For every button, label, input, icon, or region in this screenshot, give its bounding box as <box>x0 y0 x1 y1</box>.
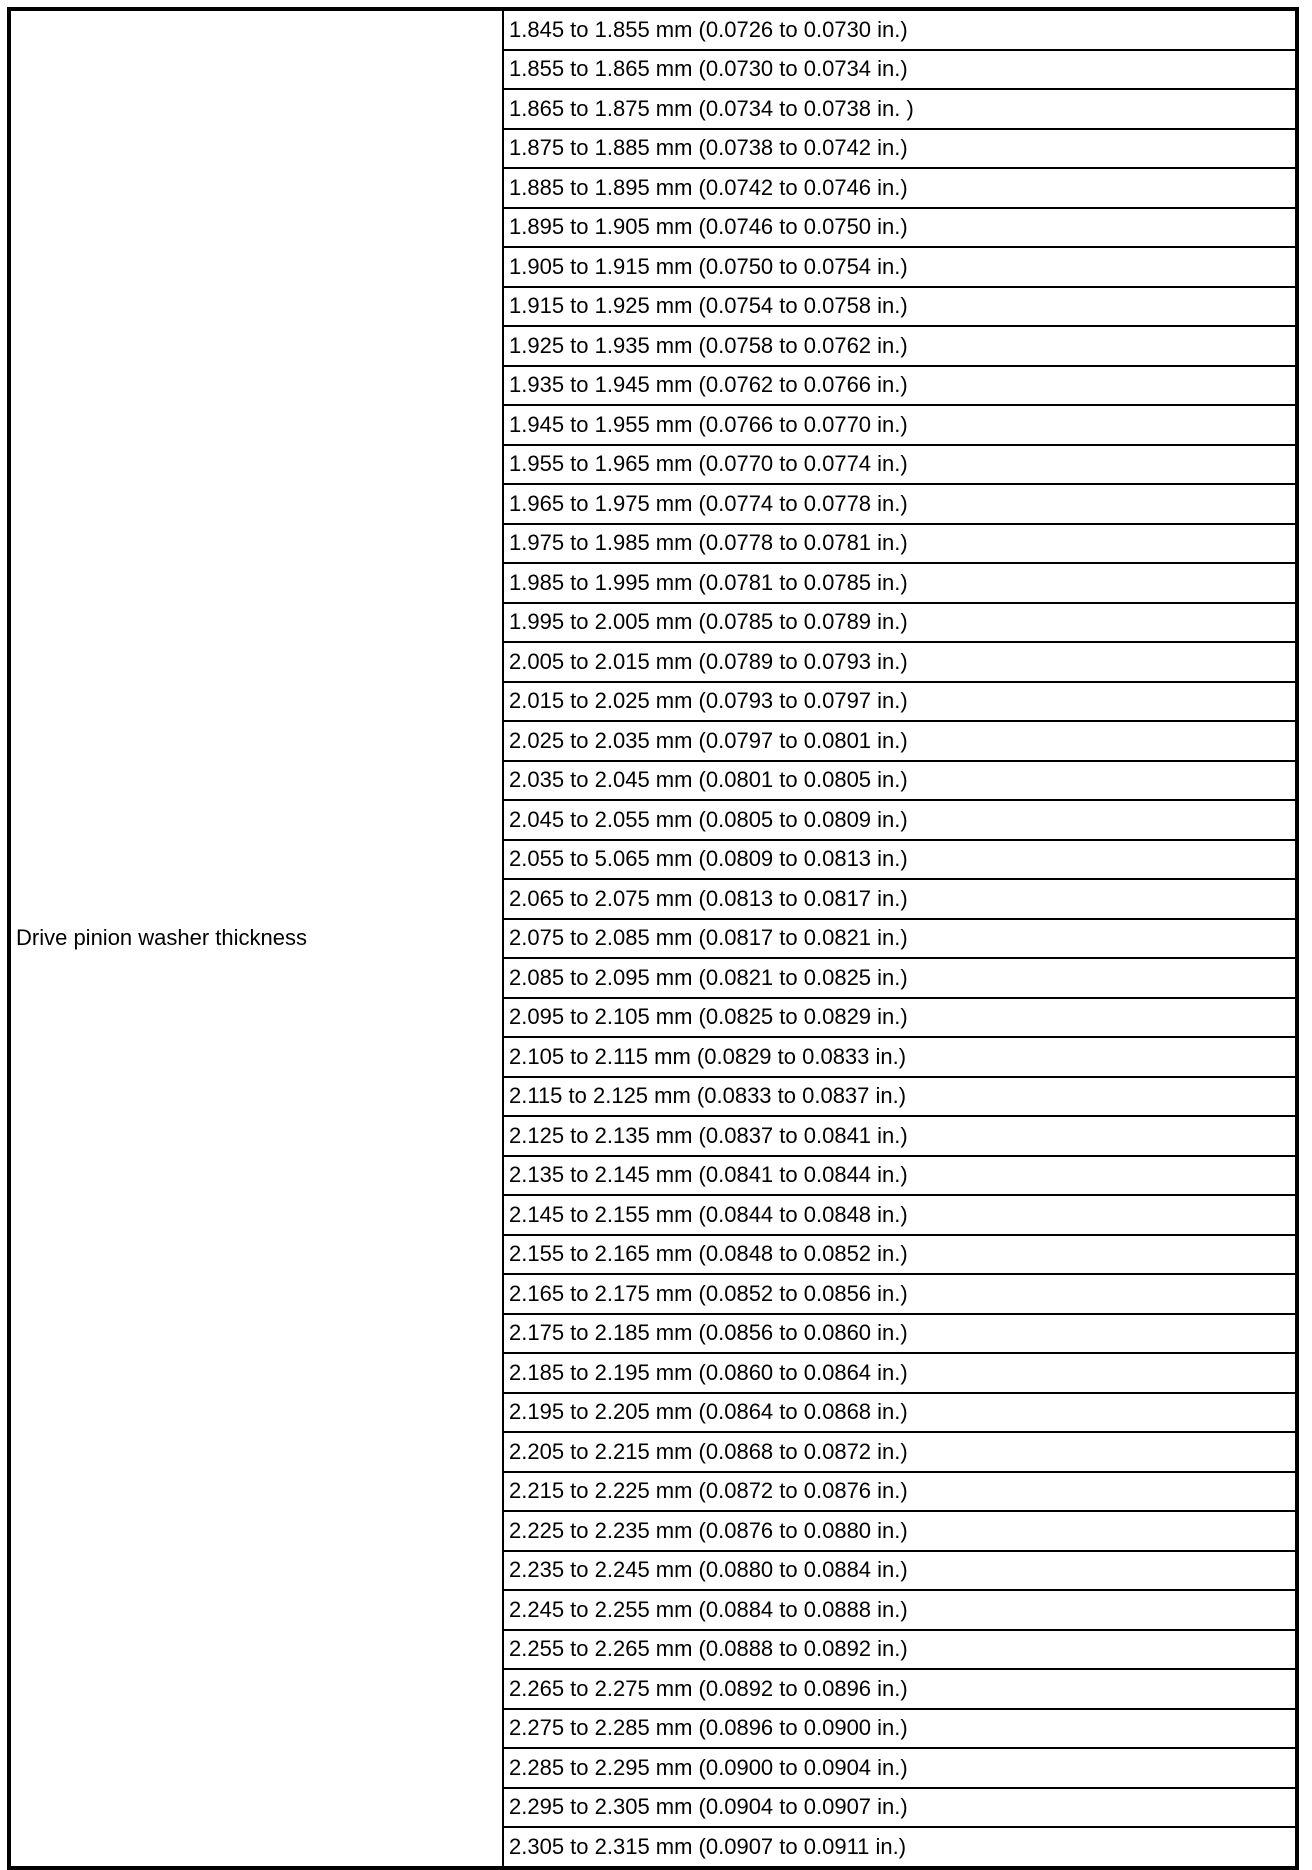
thickness-value: 2.015 to 2.025 mm (0.0793 to 0.0797 in.) <box>503 682 1297 722</box>
thickness-value: 1.885 to 1.895 mm (0.0742 to 0.0746 in.) <box>503 168 1297 208</box>
thickness-value: 1.975 to 1.985 mm (0.0778 to 0.0781 in.) <box>503 524 1297 564</box>
thickness-value: 2.285 to 2.295 mm (0.0900 to 0.0904 in.) <box>503 1748 1297 1788</box>
washer-thickness-table <box>7 7 1299 1870</box>
thickness-value: 2.055 to 5.065 mm (0.0809 to 0.0813 in.) <box>503 840 1297 880</box>
thickness-value: 2.095 to 2.105 mm (0.0825 to 0.0829 in.) <box>503 998 1297 1038</box>
thickness-value: 1.985 to 1.995 mm (0.0781 to 0.0785 in.) <box>503 563 1297 603</box>
thickness-value: 2.075 to 2.085 mm (0.0817 to 0.0821 in.) <box>503 919 1297 959</box>
thickness-value: 1.845 to 1.855 mm (0.0726 to 0.0730 in.) <box>503 9 1297 50</box>
thickness-value: 2.195 to 2.205 mm (0.0864 to 0.0868 in.) <box>503 1393 1297 1433</box>
thickness-value: 1.945 to 1.955 mm (0.0766 to 0.0770 in.) <box>503 405 1297 445</box>
thickness-value: 1.905 to 1.915 mm (0.0750 to 0.0754 in.) <box>503 247 1297 287</box>
thickness-value: 2.125 to 2.135 mm (0.0837 to 0.0841 in.) <box>503 1116 1297 1156</box>
thickness-value: 1.995 to 2.005 mm (0.0785 to 0.0789 in.) <box>503 603 1297 643</box>
thickness-value: 1.865 to 1.875 mm (0.0734 to 0.0738 in. ) <box>503 89 1297 129</box>
thickness-value: 2.085 to 2.095 mm (0.0821 to 0.0825 in.) <box>503 958 1297 998</box>
thickness-value: 2.265 to 2.275 mm (0.0892 to 0.0896 in.) <box>503 1669 1297 1709</box>
thickness-value: 2.165 to 2.175 mm (0.0852 to 0.0856 in.) <box>503 1274 1297 1314</box>
thickness-value: 2.305 to 2.315 mm (0.0907 to 0.0911 in.) <box>503 1827 1297 1868</box>
thickness-value: 2.255 to 2.265 mm (0.0888 to 0.0892 in.) <box>503 1630 1297 1670</box>
thickness-value: 2.275 to 2.285 mm (0.0896 to 0.0900 in.) <box>503 1709 1297 1749</box>
thickness-value: 2.005 to 2.015 mm (0.0789 to 0.0793 in.) <box>503 642 1297 682</box>
thickness-value: 1.915 to 1.925 mm (0.0754 to 0.0758 in.) <box>503 287 1297 327</box>
table-row <box>9 9 1297 50</box>
thickness-value: 2.215 to 2.225 mm (0.0872 to 0.0876 in.) <box>503 1472 1297 1512</box>
thickness-value: 2.065 to 2.075 mm (0.0813 to 0.0817 in.) <box>503 879 1297 919</box>
thickness-value: 2.155 to 2.165 mm (0.0848 to 0.0852 in.) <box>503 1235 1297 1275</box>
thickness-value: 2.035 to 2.045 mm (0.0801 to 0.0805 in.) <box>503 761 1297 801</box>
thickness-value: 2.245 to 2.255 mm (0.0884 to 0.0888 in.) <box>503 1590 1297 1630</box>
thickness-value: 2.105 to 2.115 mm (0.0829 to 0.0833 in.) <box>503 1037 1297 1077</box>
thickness-value: 2.225 to 2.235 mm (0.0876 to 0.0880 in.) <box>503 1511 1297 1551</box>
thickness-value: 2.185 to 2.195 mm (0.0860 to 0.0864 in.) <box>503 1353 1297 1393</box>
thickness-value: 1.855 to 1.865 mm (0.0730 to 0.0734 in.) <box>503 50 1297 90</box>
thickness-value: 2.145 to 2.155 mm (0.0844 to 0.0848 in.) <box>503 1195 1297 1235</box>
thickness-value: 2.025 to 2.035 mm (0.0797 to 0.0801 in.) <box>503 721 1297 761</box>
thickness-value: 1.925 to 1.935 mm (0.0758 to 0.0762 in.) <box>503 326 1297 366</box>
table-body <box>9 9 1297 1868</box>
spec-label: Drive pinion washer thickness <box>9 9 503 1868</box>
thickness-value: 2.135 to 2.145 mm (0.0841 to 0.0844 in.) <box>503 1156 1297 1196</box>
thickness-value: 1.875 to 1.885 mm (0.0738 to 0.0742 in.) <box>503 129 1297 169</box>
thickness-value: 1.965 to 1.975 mm (0.0774 to 0.0778 in.) <box>503 484 1297 524</box>
thickness-value: 1.935 to 1.945 mm (0.0762 to 0.0766 in.) <box>503 366 1297 406</box>
thickness-value: 1.955 to 1.965 mm (0.0770 to 0.0774 in.) <box>503 445 1297 485</box>
thickness-value: 2.175 to 2.185 mm (0.0856 to 0.0860 in.) <box>503 1314 1297 1354</box>
thickness-value: 2.295 to 2.305 mm (0.0904 to 0.0907 in.) <box>503 1788 1297 1828</box>
thickness-value: 2.205 to 2.215 mm (0.0868 to 0.0872 in.) <box>503 1432 1297 1472</box>
thickness-value: 2.115 to 2.125 mm (0.0833 to 0.0837 in.) <box>503 1077 1297 1117</box>
thickness-value: 2.045 to 2.055 mm (0.0805 to 0.0809 in.) <box>503 800 1297 840</box>
thickness-value: 1.895 to 1.905 mm (0.0746 to 0.0750 in.) <box>503 208 1297 248</box>
thickness-value: 2.235 to 2.245 mm (0.0880 to 0.0884 in.) <box>503 1551 1297 1591</box>
